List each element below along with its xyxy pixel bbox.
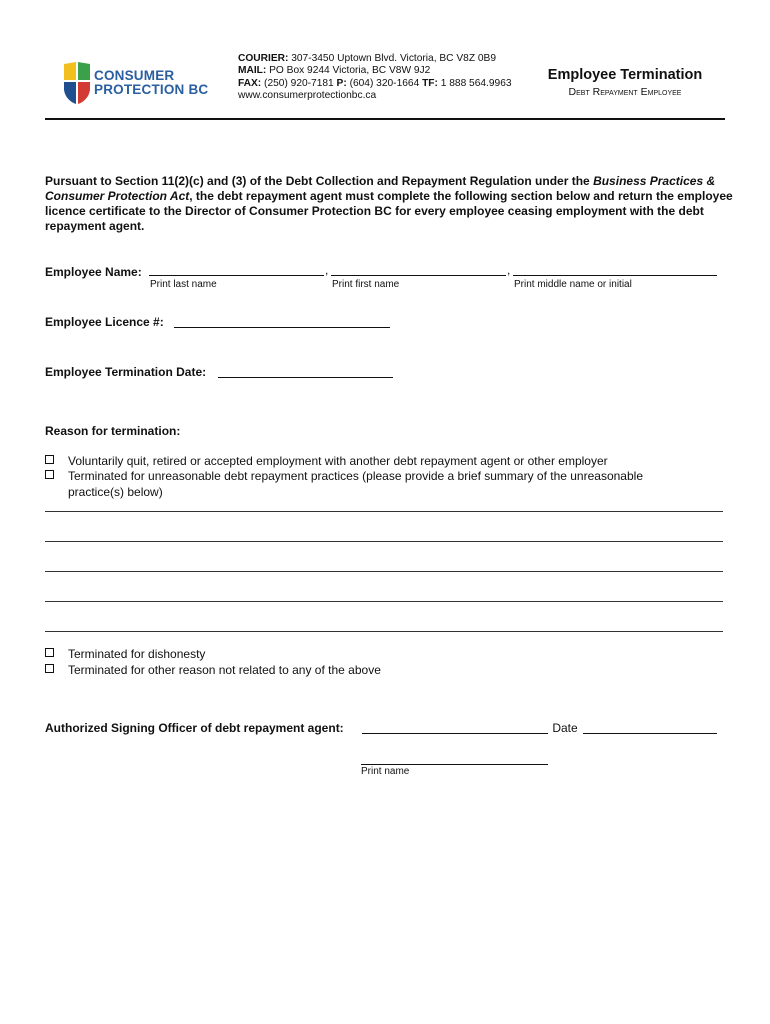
summary-line[interactable] <box>45 511 723 512</box>
checkbox-icon[interactable] <box>45 648 54 657</box>
reason-option-other[interactable]: Terminated for other reason not related to any of the above <box>45 663 381 678</box>
act-name: Business Practices & Consumer Protection Act <box>45 174 716 203</box>
summary-line[interactable] <box>45 541 723 542</box>
termination-date-field[interactable] <box>218 365 393 378</box>
last-name-caption: Print last name <box>150 279 217 290</box>
summary-line[interactable] <box>45 631 723 632</box>
signing-officer-label: Authorized Signing Officer of debt repayment agent: <box>45 721 344 735</box>
print-name-caption: Print name <box>361 766 410 777</box>
summary-line[interactable] <box>45 571 723 572</box>
consumer-protection-bc-logo <box>62 60 222 108</box>
signature-date-field[interactable] <box>583 721 717 734</box>
mail-address: MAIL: PO Box 9244 Victoria, BC V8W 9J2 <box>238 65 431 77</box>
employee-name-label: Employee Name: <box>45 265 142 279</box>
first-name-caption: Print first name <box>332 279 400 290</box>
courier-address: COURIER: 307-3450 Uptown Blvd. Victoria, BC V8Z 0B9 <box>238 53 497 64</box>
phone-numbers: FAX: (250) 920-7181 P: (604) 320-1664 TF: 1 888 564.9963 <box>238 77 512 89</box>
reason-option-voluntary[interactable]: Voluntarily quit, retired or accepted employment with another debt repayment agent or other employer <box>45 454 608 469</box>
termination-date-label: Employee Termination Date: <box>45 365 207 379</box>
last-name-field[interactable] <box>149 263 324 276</box>
contact-block <box>238 53 512 103</box>
first-name-field[interactable] <box>331 263 506 276</box>
reason-option-unreasonable[interactable]: Terminated for unreasonable debt repayment practices (please provide a brief summary of the unreasonable <box>45 469 643 484</box>
website-link[interactable]: www.consumerprotectionbc.ca <box>238 90 377 102</box>
reason-option-unreasonable-cont: practice(s) below) <box>68 485 163 499</box>
summary-line[interactable] <box>45 601 723 602</box>
checkbox-icon[interactable] <box>45 455 54 464</box>
middle-name-caption: Print middle name or initial <box>514 279 632 290</box>
logo-wordmark <box>94 69 208 97</box>
date-label: Date <box>549 721 582 735</box>
document-subtitle: Debt Repayment Employee <box>568 86 682 98</box>
header-divider <box>45 118 725 120</box>
licence-label: Employee Licence #: <box>45 315 164 329</box>
checkbox-icon[interactable] <box>45 664 54 673</box>
document-title: Employee Termination <box>547 67 703 83</box>
middle-name-field[interactable] <box>513 263 717 276</box>
employee-name-row <box>45 263 142 281</box>
logo-text-line2: PROTECTION BC <box>94 82 209 97</box>
checkbox-icon[interactable] <box>45 470 54 479</box>
print-name-field[interactable] <box>361 752 548 765</box>
reason-title: Reason for termination: <box>45 424 181 438</box>
intro-paragraph: Pursuant to Section 11(2)(c) and (3) of the Debt Collection and Repayment Regulation under the Business Practices & Consumer Protection Act, the debt repayment agent must complete the following section below and return the employee licence certificate to the Director of Consumer Protection BC for every employee ceasing employment with the debt repayment agent. <box>45 174 733 233</box>
shield-logo-icon <box>62 60 92 106</box>
licence-number-field[interactable] <box>174 315 390 328</box>
signing-officer-field[interactable] <box>362 721 548 734</box>
logo-text-line1: CONSUMER <box>94 68 175 83</box>
reason-option-dishonesty[interactable]: Terminated for dishonesty <box>45 647 205 662</box>
